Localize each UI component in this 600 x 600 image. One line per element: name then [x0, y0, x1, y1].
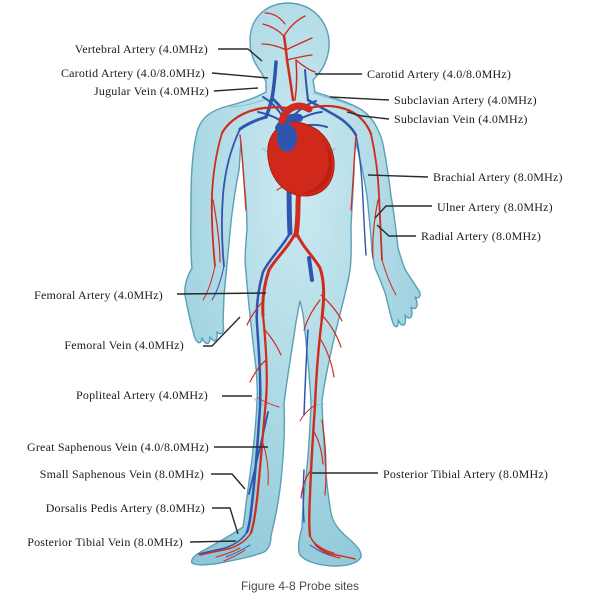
label-posterior-tibial-vein: Posterior Tibial Vein (8.0MHz): [27, 535, 183, 549]
leader-dorsalis-pedis-artery: [212, 508, 238, 534]
label-vertebral-artery: Vertebral Artery (4.0MHz): [74, 42, 208, 56]
leader-jugular-vein: [214, 88, 258, 91]
label-brachial-artery: Brachial Artery (8.0MHz): [433, 170, 563, 184]
label-posterior-tibial-artery: Posterior Tibial Artery (8.0MHz): [383, 467, 549, 481]
label-small-saphenous-vein: Small Saphenous Vein (8.0MHz): [39, 467, 204, 481]
label-subclavian-vein: Subclavian Vein (4.0MHz): [394, 112, 528, 126]
figure-caption: Figure 4-8 Probe sites: [240, 579, 360, 593]
label-great-saphenous-vein: Great Saphenous Vein (4.0/8.0MHz): [26, 440, 209, 454]
label-jugular-vein: Jugular Vein (4.0MHz): [94, 84, 209, 98]
label-subclavian-artery: Subclavian Artery (4.0MHz): [394, 93, 537, 107]
label-femoral-vein: Femoral Vein (4.0MHz): [64, 338, 184, 352]
leader-femoral-artery: [177, 293, 266, 294]
leader-carotid-artery-left: [212, 73, 268, 78]
leader-small-saphenous-vein: [211, 474, 245, 489]
label-dorsalis-pedis-artery: Dorsalis Pedis Artery (8.0MHz): [45, 501, 205, 515]
leader-posterior-tibial-vein: [190, 541, 236, 542]
label-popliteal-artery: Popliteal Artery (4.0MHz): [76, 388, 208, 402]
label-radial-artery: Radial Artery (8.0MHz): [421, 229, 542, 243]
label-ulner-artery: Ulner Artery (8.0MHz): [437, 200, 553, 214]
label-carotid-artery-left: Carotid Artery (4.0/8.0MHz): [60, 66, 205, 80]
label-carotid-artery-right: Carotid Artery (4.0/8.0MHz): [367, 67, 512, 81]
label-femoral-artery: Femoral Artery (4.0MHz): [34, 288, 163, 302]
